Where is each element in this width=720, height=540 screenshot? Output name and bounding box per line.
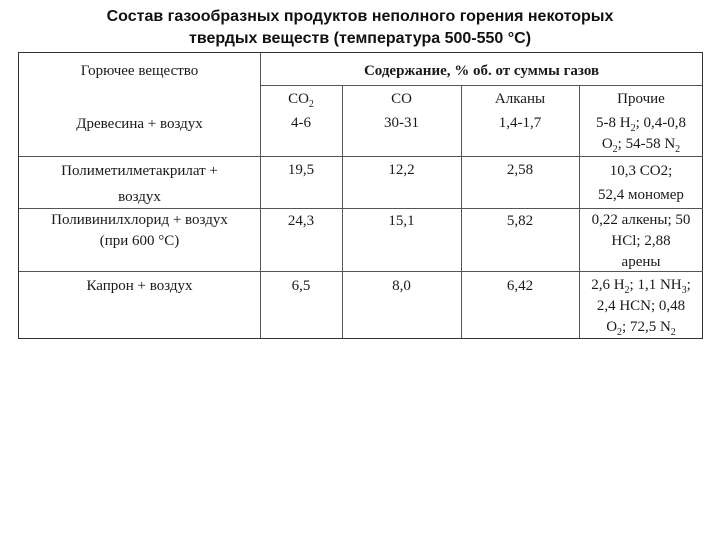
- other-line: [579, 134, 703, 155]
- other-text: 0,22 алкены; 50: [591, 212, 691, 228]
- row-3-substance: Поливинилхлорид + воздух (при 600 °С): [51, 212, 228, 249]
- header-co2-base: CO: [288, 91, 309, 107]
- other-line: [579, 183, 703, 207]
- gas-composition-table: [18, 52, 703, 339]
- other-line: [579, 252, 703, 273]
- row-4-co2: 6,5: [291, 278, 311, 294]
- row-3-alkanes: 5,82: [506, 213, 534, 229]
- table-title: [40, 6, 680, 50]
- other-text: 52,4 мономер: [598, 187, 684, 203]
- other-text: ; 0,4-0,8: [635, 115, 686, 131]
- row-4-other: [579, 275, 703, 338]
- other-line: [579, 275, 703, 296]
- header-content: Содержание, % об. от суммы газов: [363, 63, 600, 79]
- row-1-substance: Древесина + воздух: [76, 116, 203, 132]
- subscript: 2: [670, 327, 676, 338]
- row-2-substance: Полиметилметакрилат + воздух: [61, 163, 218, 205]
- other-line: [579, 210, 703, 231]
- row-1-alkanes: 1,4-1,7: [498, 115, 542, 131]
- row-4-co: 8,0: [392, 278, 411, 294]
- other-line: [579, 317, 703, 338]
- row-1-other: [579, 113, 703, 155]
- row-2-other: [579, 159, 703, 207]
- other-text: арены: [621, 254, 661, 270]
- header-co2-subscript: 2: [308, 99, 314, 110]
- other-text: ; 54-58 N: [617, 136, 676, 152]
- row-1-co2: 4-6: [291, 115, 311, 131]
- other-line: [579, 113, 703, 134]
- row-2-co: 12,2: [388, 162, 415, 178]
- row-3-co2: 24,3: [287, 213, 315, 229]
- header-co2: [260, 89, 342, 110]
- row-2-co2: 19,5: [287, 162, 315, 178]
- subscript: 2: [630, 123, 636, 134]
- other-line: [579, 159, 703, 183]
- header-substance: Горючее вещество: [80, 63, 199, 79]
- other-text: 2,6 H: [591, 277, 625, 293]
- other-text: HCl; 2,88: [611, 233, 671, 249]
- row-4-substance: Капрон + воздух: [86, 278, 193, 294]
- subscript: 3: [681, 285, 687, 296]
- row-3-co: 15,1: [388, 213, 415, 229]
- row-2-alkanes: 2,58: [506, 162, 534, 178]
- header-other: Прочие: [617, 91, 665, 107]
- other-text: O: [606, 319, 618, 335]
- other-line: [579, 231, 703, 252]
- header-co: CO: [391, 91, 412, 107]
- other-text: ; 72,5 N: [622, 319, 671, 335]
- other-text: O: [601, 136, 613, 152]
- subscript: 2: [617, 327, 623, 338]
- header-alkanes: Алканы: [494, 91, 546, 107]
- row-4-alkanes: 6,42: [506, 278, 534, 294]
- row-1-co: 30-31: [384, 115, 419, 131]
- subscript: 2: [612, 144, 618, 155]
- grid-line: [260, 85, 703, 86]
- other-text: 2,4 HCN; 0,48: [596, 298, 686, 314]
- other-text: ; 1,1 NH: [629, 277, 682, 293]
- grid-line: [19, 156, 703, 157]
- subscript: 2: [624, 285, 630, 296]
- other-text: ;: [686, 277, 691, 293]
- other-line: [579, 296, 703, 317]
- row-3-other: [579, 210, 703, 273]
- title-line-2: твердых веществ (температура 500-550 °С): [188, 30, 532, 47]
- other-text: 10,3 СО2;: [609, 163, 673, 179]
- other-text: 5-8 H: [596, 115, 631, 131]
- title-line-1: Состав газообразных продуктов неполного горения некоторых: [106, 8, 614, 25]
- subscript: 2: [675, 144, 681, 155]
